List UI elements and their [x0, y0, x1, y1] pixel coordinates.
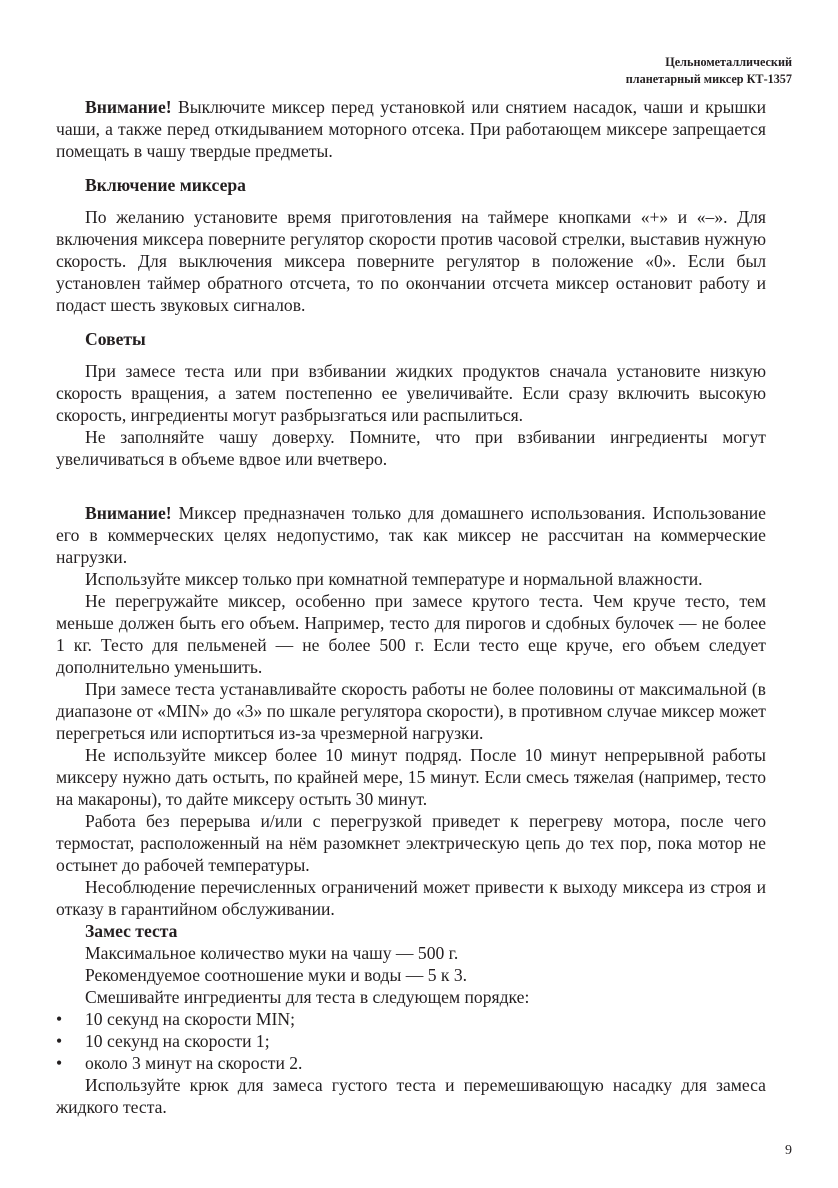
dough-steps-list — [56, 1008, 766, 1074]
section-heading-switching-on: Включение миксера — [85, 175, 246, 195]
warning-lead: Внимание! — [85, 97, 172, 117]
dough-paragraph-order: Смешивайте ингредиенты для теста в следующем порядке: — [85, 987, 530, 1007]
section-heading-dough: Замес теста — [85, 921, 178, 941]
header-line-1: Цельнометаллический — [665, 55, 792, 69]
usage-paragraph-warranty: Несоблюдение перечисленных ограничений может привести к выходу миксера из строя и отказу в гарантийном обслуживании. — [56, 877, 766, 919]
warning-lead-2: Внимание! — [85, 503, 172, 523]
usage-paragraph-duration: Не используйте миксер более 10 минут подряд. После 10 минут непрерывной работы миксеру нужно дать остыть, по крайней мере, 15 минут. Если смесь тяжелая (например, тесто на макароны), то дайте миксеру остыть 30 минут. — [56, 745, 766, 809]
warning-text: Выключите миксер перед установкой или снятием насадок, чаши и крышки чаши, а также перед откидыванием моторного отсека. При работающем миксере запрещается помещать в чашу твердые предметы. — [56, 97, 766, 161]
bullet-marker: • — [56, 1009, 63, 1029]
section-heading-tips: Советы — [85, 329, 146, 349]
switching-on-paragraph: По желанию установите время приготовления на таймере кнопками «+» и «–». Для включения миксера поверните регулятор скорости против часовой стрелки, выставив нужную скорость. Для выключения миксера поверните регулятор в положение «0». Если был установлен таймер обратного отсчета, то по окончании отсчета миксер остановит работу и подаст шесть звуковых сигналов. — [56, 207, 766, 315]
header-line-2: планетарный миксер КТ-1357 — [625, 72, 792, 86]
usage-paragraph-overload: Не перегружайте миксер, особенно при замесе крутого теста. Чем круче тесто, тем меньше должен быть его объем. Например, тесто для пирогов и сдобных булочек — не более 1 кг. Тесто для пельменей — не более 500 г. Если тесто еще круче, его объем следует дополнительно уменьшить. — [56, 591, 766, 677]
list-item: • 10 секунд на скорости MIN; — [56, 1009, 296, 1029]
dough-paragraph-flour: Максимальное количество муки на чашу — 500 г. — [85, 943, 459, 963]
warning-paragraph-1 — [56, 96, 766, 162]
tips-paragraph-2: Не заполняйте чашу доверху. Помните, что при взбивании ингредиенты могут увеличиваться в объеме вдвое или вчетверо. — [56, 427, 766, 469]
usage-paragraph-temperature: Используйте миксер только при комнатной температуре и нормальной влажности. — [85, 569, 703, 589]
bullet-marker: • — [56, 1031, 63, 1051]
bullet-marker: • — [56, 1053, 63, 1073]
usage-paragraph-speed: При замесе теста устанавливайте скорость работы не более половины от максимальной (в диапазоне от «MIN» до «3» по шкале регулятора скорости), в противном случае миксер может перегреться или испортиться из-за чрезмерной нагрузки. — [56, 679, 766, 743]
list-item: • около 3 минут на скорости 2. — [56, 1053, 303, 1073]
page-body — [56, 96, 766, 1118]
warning-text-2: Миксер предназначен только для домашнего использования. Использование его в коммерческих целях недопустимо, так как миксер не рассчитан на коммерческие нагрузки. — [56, 503, 766, 567]
page-number: 9 — [785, 1143, 792, 1158]
dough-paragraph-ratio: Рекомендуемое соотношение муки и воды — 5 к 3. — [85, 965, 468, 985]
running-header — [626, 54, 792, 88]
dough-paragraph-attachments: Используйте крюк для замеса густого теста и перемешивающую насадку для замеса жидкого теста. — [56, 1075, 766, 1117]
warning-paragraph-2 — [56, 502, 766, 568]
list-item: • 10 секунд на скорости 1; — [56, 1031, 270, 1051]
tips-paragraph-1: При замесе теста или при взбивании жидких продуктов сначала установите низкую скорость вращения, а затем постепенно ее увеличивайте. Если сразу включить высокую скорость, ингредиенты могут разбрызгаться или распылиться. — [56, 361, 766, 425]
usage-paragraph-thermostat: Работа без перерыва и/или с перегрузкой приведет к перегреву мотора, после чего термостат, расположенный на нём разомкнет электрическую цепь до тех пор, пока мотор не остынет до рабочей температуры. — [56, 811, 766, 875]
